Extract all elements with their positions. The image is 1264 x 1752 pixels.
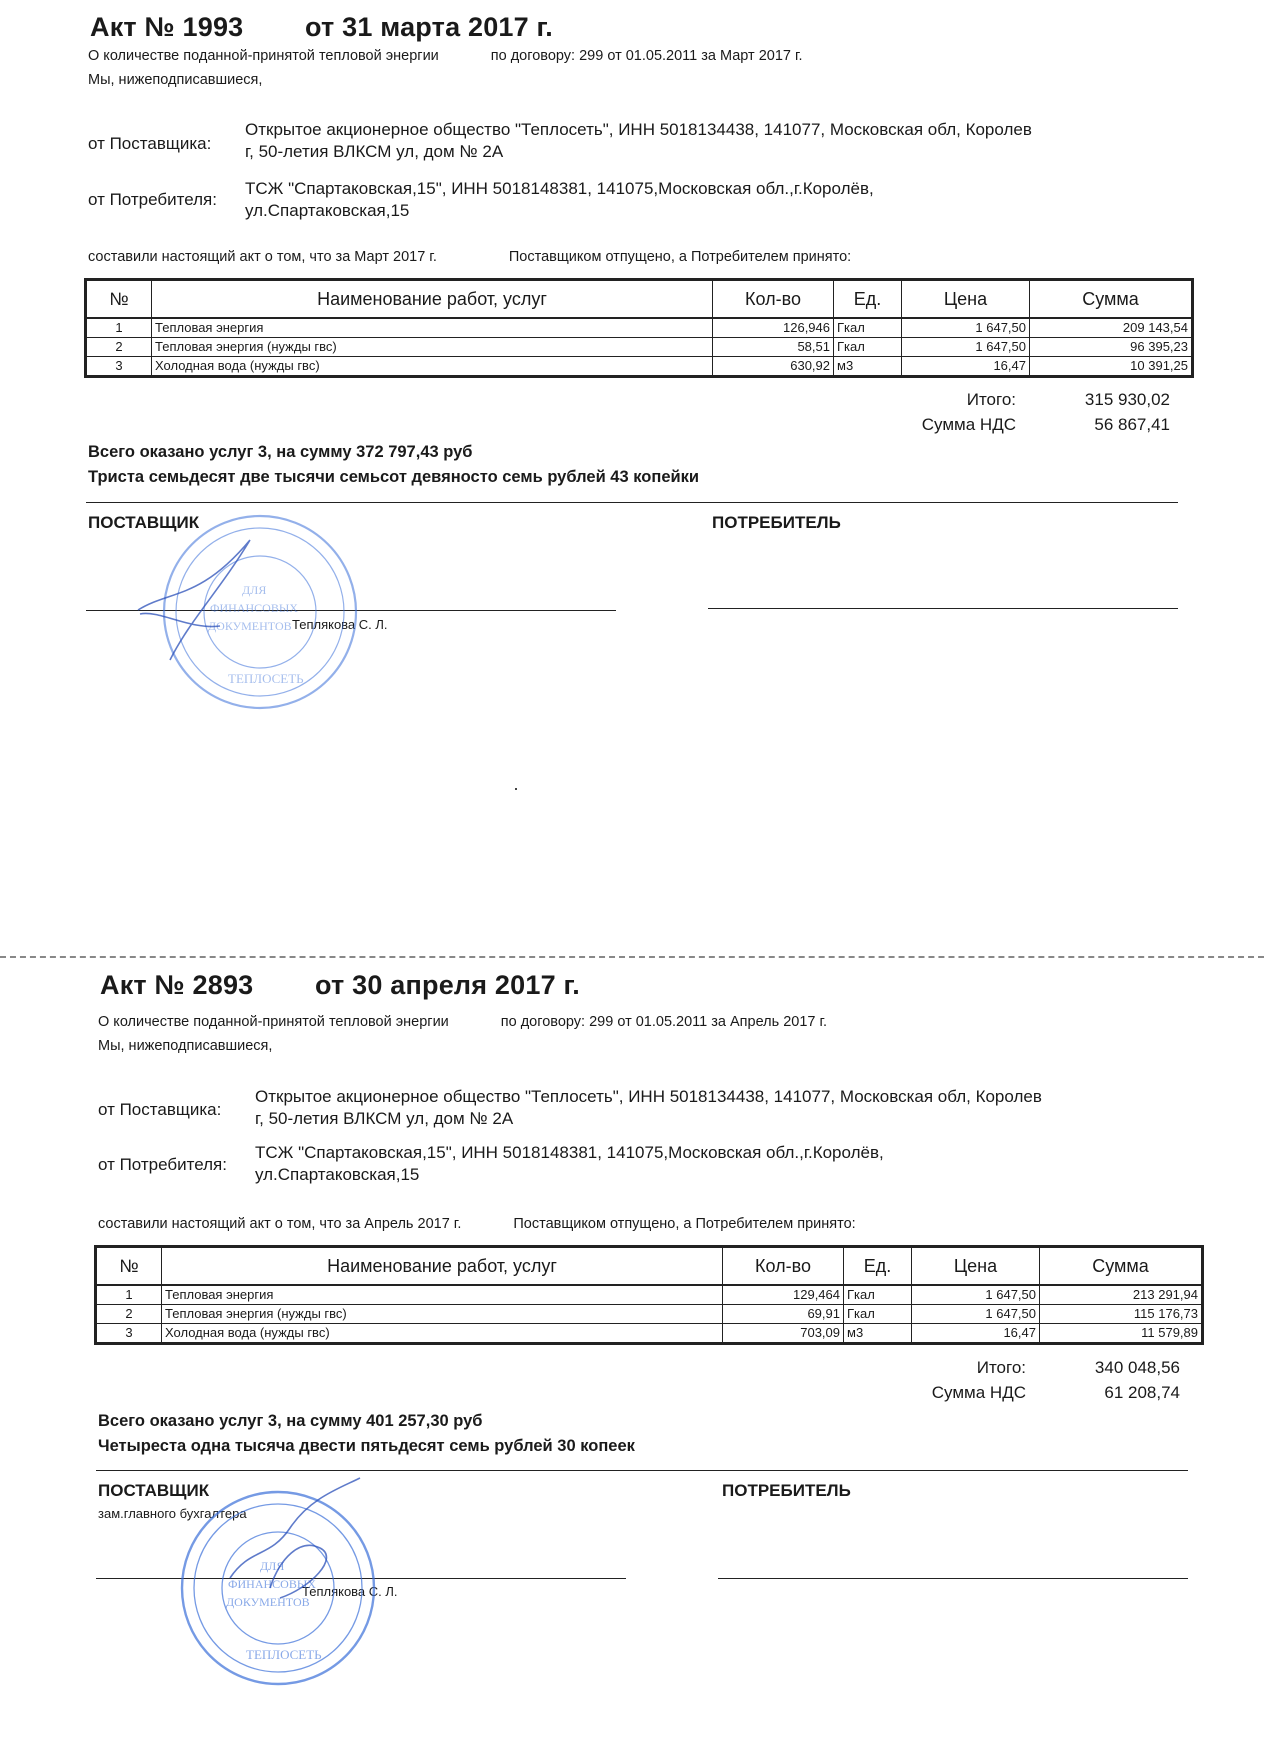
act-date: от 31 марта 2017 г. [305,12,553,42]
supplier-line-1: Открытое акционерное общество "Теплосеть", ИНН 5018134438, 141077, Московская обл, Королев [245,120,1032,139]
col-header-num: № [96,1247,162,1286]
col-header-price: Цена [912,1247,1040,1286]
we-signed-text: Мы, нижеподписавшиеся, [98,1038,273,1054]
cell-qty: 703,09 [723,1324,844,1344]
cell-price: 16,47 [912,1324,1040,1344]
contract-ref: по договору: 299 от 01.05.2011 за Апрель 2017 г. [500,1014,828,1030]
act-date: от 30 апреля 2017 г. [315,970,580,1000]
col-header-num: № [86,280,152,319]
cell-sum: 115 176,73 [1040,1305,1203,1324]
svg-text:ДЛЯ: ДЛЯ [242,583,267,597]
cell-name: Холодная вода (нужды гвс) [152,357,713,377]
supplier-label: от Поставщика: [98,1100,222,1119]
col-header-qty: Кол-во [723,1247,844,1286]
vat-value: 56 867,41 [1094,415,1170,434]
consumer-line-1: ТСЖ "Спартаковская,15", ИНН 5018148381, 141075,Московская обл.,г.Королёв, [255,1143,884,1162]
compiled-text: составили настоящий акт о том, что за Апрель 2017 г. [98,1216,462,1232]
vat-label: Сумма НДС [921,415,1016,434]
consumer-heading: ПОТРЕБИТЕЛЬ [712,513,841,532]
cell-unit: Гкал [834,318,902,338]
col-header-sum: Сумма [1030,280,1193,319]
table-row [86,338,1193,357]
summary-in-words: Четыреста одна тысяча двести пятьдесят семь рублей 30 копеек [98,1437,635,1455]
cell-name: Холодная вода (нужды гвс) [162,1324,723,1344]
supplier-label: от Поставщика: [88,134,212,153]
table-row [86,318,1193,338]
cell-sum: 209 143,54 [1030,318,1193,338]
svg-text:ФИНАНСОВЫХ: ФИНАНСОВЫХ [210,601,298,615]
table-row [96,1324,1203,1344]
col-header-sum: Сумма [1040,1247,1203,1286]
consumer-signature-line [708,608,1178,609]
svg-text:ДЛЯ: ДЛЯ [260,1559,285,1573]
cell-num: 2 [86,338,152,357]
contract-ref: по договору: 299 от 01.05.2011 за Март 2017 г. [490,48,803,64]
summary-total: Всего оказано услуг 3, на сумму 372 797,43 руб [88,443,473,461]
act-subject: О количестве поданной-принятой тепловой энергии [88,48,439,64]
supplier-details [255,1086,1185,1130]
cell-sum: 11 579,89 [1040,1324,1203,1344]
cell-num: 3 [86,357,152,377]
cell-qty: 630,92 [713,357,834,377]
compiled-text: составили настоящий акт о том, что за Март 2017 г. [88,249,437,265]
cell-num: 1 [86,318,152,338]
released-text: Поставщиком отпущено, а Потребителем принято: [513,1216,856,1232]
cell-name: Тепловая энергия (нужды гвс) [162,1305,723,1324]
svg-text:ДОКУМЕНТОВ: ДОКУМЕНТОВ [208,619,292,633]
act-2893 [0,948,1264,1752]
signature-icon [130,530,290,670]
supplier-line-2: г, 50-летия ВЛКСМ ул, дом № 2А [255,1109,514,1128]
act-subject-line [88,48,803,64]
consumer-line-1: ТСЖ "Спартаковская,15", ИНН 5018148381, 141075,Московская обл.,г.Королёв, [245,179,874,198]
total-label: Итого: [976,1358,1026,1377]
cell-price: 1 647,50 [902,338,1030,357]
total-label: Итого: [966,390,1016,409]
supplier-line-1: Открытое акционерное общество "Теплосеть", ИНН 5018134438, 141077, Московская обл, Королев [255,1087,1042,1106]
supplier-details [245,119,1175,163]
col-header-unit: Ед. [834,280,902,319]
released-text: Поставщиком отпущено, а Потребителем принято: [508,249,852,265]
cell-num: 1 [96,1285,162,1305]
col-header-qty: Кол-во [713,280,834,319]
cell-unit: Гкал [834,338,902,357]
act-subject: О количестве поданной-принятой тепловой энергии [98,1014,449,1030]
cell-num: 3 [96,1324,162,1344]
table-row [96,1305,1203,1324]
table-header-row [96,1247,1203,1286]
consumer-line-2: ул.Спартаковская,15 [255,1165,420,1184]
cell-name: Тепловая энергия [152,318,713,338]
col-header-name: Наименование работ, услуг [152,280,713,319]
supplier-heading: ПОСТАВЩИК [98,1481,210,1500]
cell-unit: Гкал [844,1285,912,1305]
cell-name: Тепловая энергия [162,1285,723,1305]
consumer-details [245,178,1175,222]
signer-name: Теплякова С. Л. [302,1584,398,1599]
act-title [90,12,553,43]
table-header-row [86,280,1193,319]
cell-qty: 129,464 [723,1285,844,1305]
we-signed-text: Мы, нижеподписавшиеся, [88,72,263,88]
cell-price: 16,47 [902,357,1030,377]
signer-position: зам.главного бухгалтера [98,1506,247,1521]
act-number: Акт № 1993 [90,12,244,42]
svg-text:ФИНАНСОВЫХ: ФИНАНСОВЫХ [228,1577,316,1591]
items-table [84,278,1194,378]
cell-name: Тепловая энергия (нужды гвс) [152,338,713,357]
act-title [100,970,580,1001]
consumer-signature-line [718,1578,1188,1579]
vat-value: 61 208,74 [1104,1383,1180,1402]
table-row [86,357,1193,377]
act-subject-line [98,1014,827,1030]
signer-name: Теплякова С. Л. [292,617,388,632]
signature-icon [210,1468,380,1618]
consumer-label: от Потребителя: [98,1155,227,1174]
compiled-line [98,1216,856,1232]
compiled-line [88,249,851,265]
cell-sum: 10 391,25 [1030,357,1193,377]
summary-in-words: Триста семьдесят две тысячи семьсот девяносто семь рублей 43 копейки [88,468,700,486]
cell-qty: 126,946 [713,318,834,338]
consumer-line-2: ул.Спартаковская,15 [245,201,410,220]
summary-total: Всего оказано услуг 3, на сумму 401 257,30 руб [98,1412,483,1430]
cell-price: 1 647,50 [902,318,1030,338]
total-value: 340 048,56 [1094,1358,1180,1377]
supplier-heading: ПОСТАВЩИК [88,513,200,532]
cell-unit: м3 [834,357,902,377]
cell-price: 1 647,50 [912,1285,1040,1305]
consumer-label: от Потребителя: [88,190,217,209]
cell-price: 1 647,50 [912,1305,1040,1324]
consumer-details [255,1142,1185,1186]
cell-qty: 69,91 [723,1305,844,1324]
consumer-heading: ПОТРЕБИТЕЛЬ [722,1481,851,1500]
svg-text:ТЕПЛОСЕТЬ: ТЕПЛОСЕТЬ [246,1647,322,1662]
cell-sum: 213 291,94 [1040,1285,1203,1305]
cell-unit: м3 [844,1324,912,1344]
total-value: 315 930,02 [1084,390,1170,409]
scan-speck [515,788,517,790]
vat-label: Сумма НДС [931,1383,1026,1402]
cell-sum: 96 395,23 [1030,338,1193,357]
svg-text:ТЕПЛОСЕТЬ: ТЕПЛОСЕТЬ [228,671,304,686]
cell-unit: Гкал [844,1305,912,1324]
items-table [94,1245,1204,1345]
act-number: Акт № 2893 [100,970,254,1000]
table-row [96,1285,1203,1305]
cell-qty: 58,51 [713,338,834,357]
col-header-name: Наименование работ, услуг [162,1247,723,1286]
cell-num: 2 [96,1305,162,1324]
svg-text:ДОКУМЕНТОВ: ДОКУМЕНТОВ [226,1595,310,1609]
supplier-line-2: г, 50-летия ВЛКСМ ул, дом № 2А [245,142,504,161]
col-header-unit: Ед. [844,1247,912,1286]
col-header-price: Цена [902,280,1030,319]
